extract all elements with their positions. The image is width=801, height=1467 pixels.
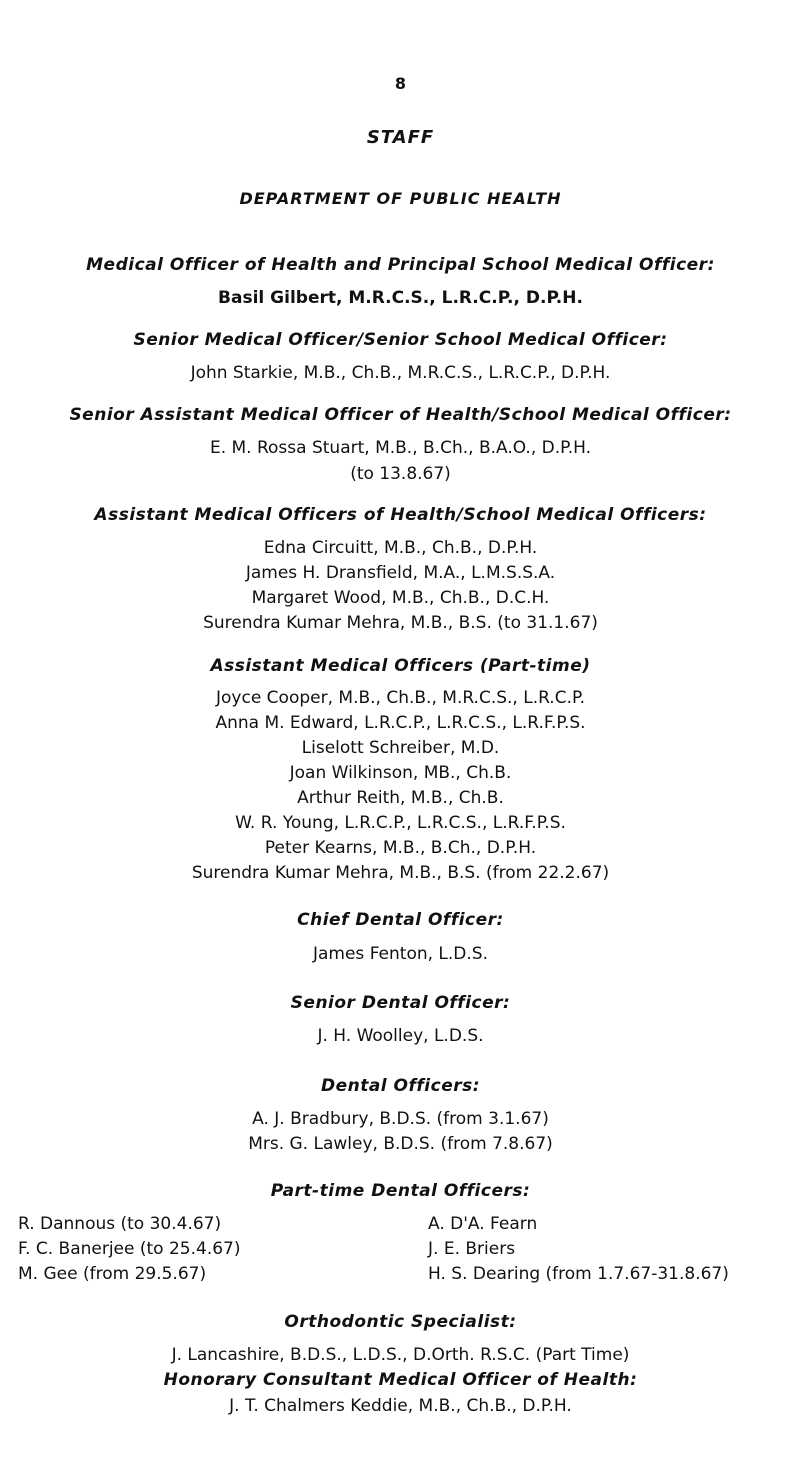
part-time-name: Liselott Schreiber, M.D. — [301, 738, 500, 758]
senior-mo-name: John Starkie, M.B., Ch.B., M.R.C.S., L.R.C.P., D.P.H. — [190, 363, 611, 383]
dental-heading: Dental Officers: — [320, 1076, 481, 1096]
senior-mo-heading: Senior Medical Officer/Senior School Medical Officer: — [133, 330, 668, 350]
part-time-dental-right-name: H. S. Dearing (from 1.7.67-31.8.67) — [428, 1264, 729, 1284]
assistant-name: Margaret Wood, M.B., Ch.B., D.C.H. — [251, 588, 550, 608]
part-time-name: Joyce Cooper, M.B., Ch.B., M.R.C.S., L.R.C.P. — [216, 688, 585, 708]
assistant-part-time-heading: Assistant Medical Officers (Part-time) — [210, 656, 591, 676]
chief-dental-heading: Chief Dental Officer: — [297, 910, 504, 930]
orthodontic-name: J. Lancashire, B.D.S., L.D.S., D.Orth. R.S.C. (Part Time) — [171, 1345, 630, 1365]
chief-dental-name: James Fenton, L.D.S. — [312, 944, 488, 964]
senior-assistant-note: (to 13.8.67) — [350, 464, 451, 484]
part-time-name: Surendra Kumar Mehra, M.B., B.S. (from 22.2.67) — [191, 863, 610, 883]
part-time-dental-left-name: R. Dannous (to 30.4.67) — [18, 1214, 222, 1234]
part-time-name: Arthur Reith, M.B., Ch.B. — [297, 788, 504, 808]
senior-assistant-heading: Senior Assistant Medical Officer of Health/School Medical Officer: — [69, 405, 732, 425]
assistant-heading: Assistant Medical Officers of Health/School Medical Officers: — [94, 505, 707, 525]
honorary-name: J. T. Chalmers Keddie, M.B., Ch.B., D.P.H. — [229, 1396, 572, 1416]
senior-dental-heading: Senior Dental Officer: — [290, 993, 511, 1013]
assistant-name: Edna Circuitt, M.B., Ch.B., D.P.H. — [263, 538, 538, 558]
honorary-heading: Honorary Consultant Medical Officer of Health: — [163, 1370, 638, 1390]
part-time-dental-left-name: F. C. Banerjee (to 25.4.67) — [18, 1239, 241, 1259]
part-time-name: Joan Wilkinson, MB., Ch.B. — [289, 763, 512, 783]
part-time-dental-heading: Part-time Dental Officers: — [270, 1181, 531, 1201]
assistant-name: James H. Dransfield, M.A., L.M.S.S.A. — [245, 563, 556, 583]
part-time-dental-left-name: M. Gee (from 29.5.67) — [18, 1264, 207, 1284]
page-number: 8 — [394, 74, 407, 93]
moh-heading: Medical Officer of Health and Principal School Medical Officer: — [86, 255, 715, 275]
senior-assistant-name: E. M. Rossa Stuart, M.B., B.Ch., B.A.O., D.P.H. — [209, 438, 592, 458]
page-title: STAFF — [366, 127, 435, 148]
moh-name: Basil Gilbert, M.R.C.S., L.R.C.P., D.P.H. — [218, 288, 583, 308]
orthodontic-heading: Orthodontic Specialist: — [284, 1312, 517, 1332]
senior-dental-name: J. H. Woolley, L.D.S. — [317, 1026, 484, 1046]
dental-name: Mrs. G. Lawley, B.D.S. (from 7.8.67) — [248, 1134, 553, 1154]
part-time-dental-right-name: J. E. Briers — [428, 1239, 516, 1259]
part-time-name: Peter Kearns, M.B., B.Ch., D.P.H. — [264, 838, 537, 858]
department-heading: DEPARTMENT OF PUBLIC HEALTH — [239, 189, 562, 208]
part-time-dental-right-name: A. D'A. Fearn — [428, 1214, 538, 1234]
part-time-name: Anna M. Edward, L.R.C.P., L.R.C.S., L.R.F.P.S. — [215, 713, 586, 733]
part-time-name: W. R. Young, L.R.C.P., L.R.C.S., L.R.F.P.S. — [235, 813, 566, 833]
dental-name: A. J. Bradbury, B.D.S. (from 3.1.67) — [252, 1109, 549, 1129]
assistant-name: Surendra Kumar Mehra, M.B., B.S. (to 31.1.67) — [203, 613, 598, 633]
